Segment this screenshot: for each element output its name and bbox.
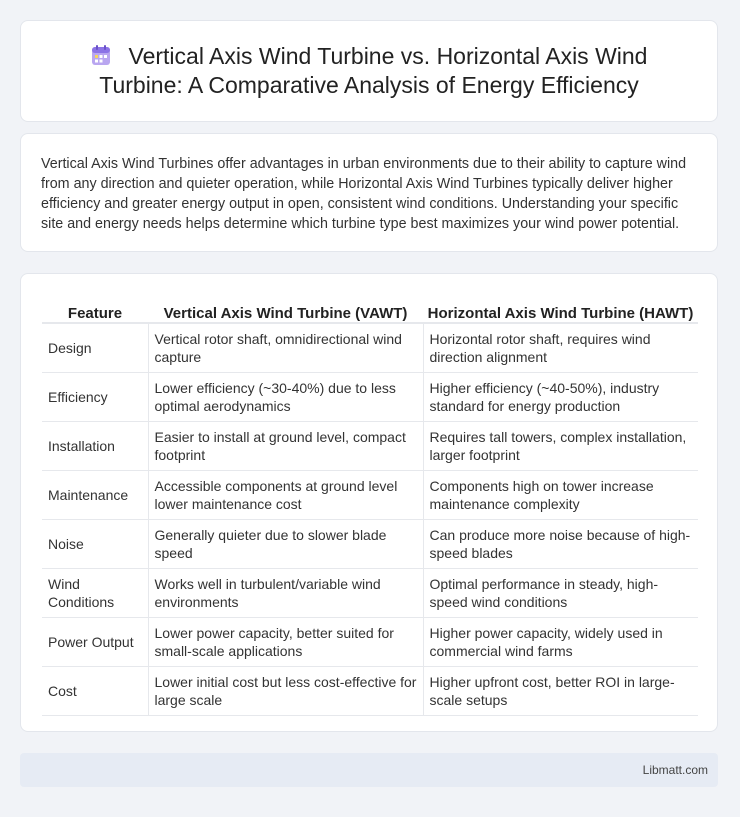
feature-cell: Installation <box>42 422 148 471</box>
calendar-icon <box>91 44 111 66</box>
hawt-cell: Can produce more noise because of high-speed blades <box>423 520 698 569</box>
column-header-vawt: Vertical Axis Wind Turbine (VAWT) <box>148 294 423 323</box>
footer-bar <box>20 753 718 787</box>
table-row <box>42 569 698 618</box>
table-row <box>42 618 698 667</box>
vawt-cell: Works well in turbulent/variable wind environments <box>148 569 423 618</box>
feature-cell: Design <box>42 323 148 373</box>
footer-brand-link[interactable]: Libmatt.com <box>642 763 708 777</box>
hawt-cell: Horizontal rotor shaft, requires wind direction alignment <box>423 323 698 373</box>
hawt-cell: Higher upfront cost, better ROI in large-scale setups <box>423 667 698 716</box>
feature-cell: Efficiency <box>42 373 148 422</box>
feature-cell: Cost <box>42 667 148 716</box>
table-row <box>42 373 698 422</box>
vawt-cell: Generally quieter due to slower blade speed <box>148 520 423 569</box>
vawt-cell: Lower efficiency (~30-40%) due to less optimal aerodynamics <box>148 373 423 422</box>
vawt-cell: Easier to install at ground level, compact footprint <box>148 422 423 471</box>
hawt-cell: Requires tall towers, complex installation, larger footprint <box>423 422 698 471</box>
feature-cell: Wind Conditions <box>42 569 148 618</box>
vawt-cell: Lower initial cost but less cost-effective for large scale <box>148 667 423 716</box>
vawt-cell: Vertical rotor shaft, omnidirectional wind capture <box>148 323 423 373</box>
table-header-row <box>42 294 698 323</box>
intro-paragraph: Vertical Axis Wind Turbines offer advantages in urban environments due to their ability to capture wind from any direction and quieter operation, while Horizontal Axis Wind Turbines typically deliver higher efficiency and greater energy output in open, consistent wind conditions. Understanding your specific site and energy needs helps determine which turbine type best maximizes your wind power potential. <box>41 156 687 232</box>
table-row <box>42 667 698 716</box>
vawt-cell: Lower power capacity, better suited for small-scale applications <box>148 618 423 667</box>
hawt-cell: Optimal performance in steady, high-speed wind conditions <box>423 569 698 618</box>
vawt-cell: Accessible components at ground level lower maintenance cost <box>148 471 423 520</box>
page-title-text: Vertical Axis Wind Turbine vs. Horizontal Axis Wind Turbine: A Comparative Analysis of Energy Efficiency <box>99 43 648 98</box>
table-row <box>42 520 698 569</box>
feature-cell: Noise <box>42 520 148 569</box>
feature-cell: Power Output <box>42 618 148 667</box>
comparison-table <box>42 294 698 716</box>
page-title <box>51 42 687 100</box>
feature-cell: Maintenance <box>42 471 148 520</box>
title-card <box>20 20 718 122</box>
table-row <box>42 471 698 520</box>
intro-card <box>20 133 718 252</box>
comparison-table-card <box>20 273 718 732</box>
hawt-cell: Higher efficiency (~40-50%), industry standard for energy production <box>423 373 698 422</box>
table-row <box>42 323 698 373</box>
hawt-cell: Higher power capacity, widely used in commercial wind farms <box>423 618 698 667</box>
column-header-feature: Feature <box>42 294 148 323</box>
hawt-cell: Components high on tower increase maintenance complexity <box>423 471 698 520</box>
table-row <box>42 422 698 471</box>
column-header-hawt: Horizontal Axis Wind Turbine (HAWT) <box>423 294 698 323</box>
